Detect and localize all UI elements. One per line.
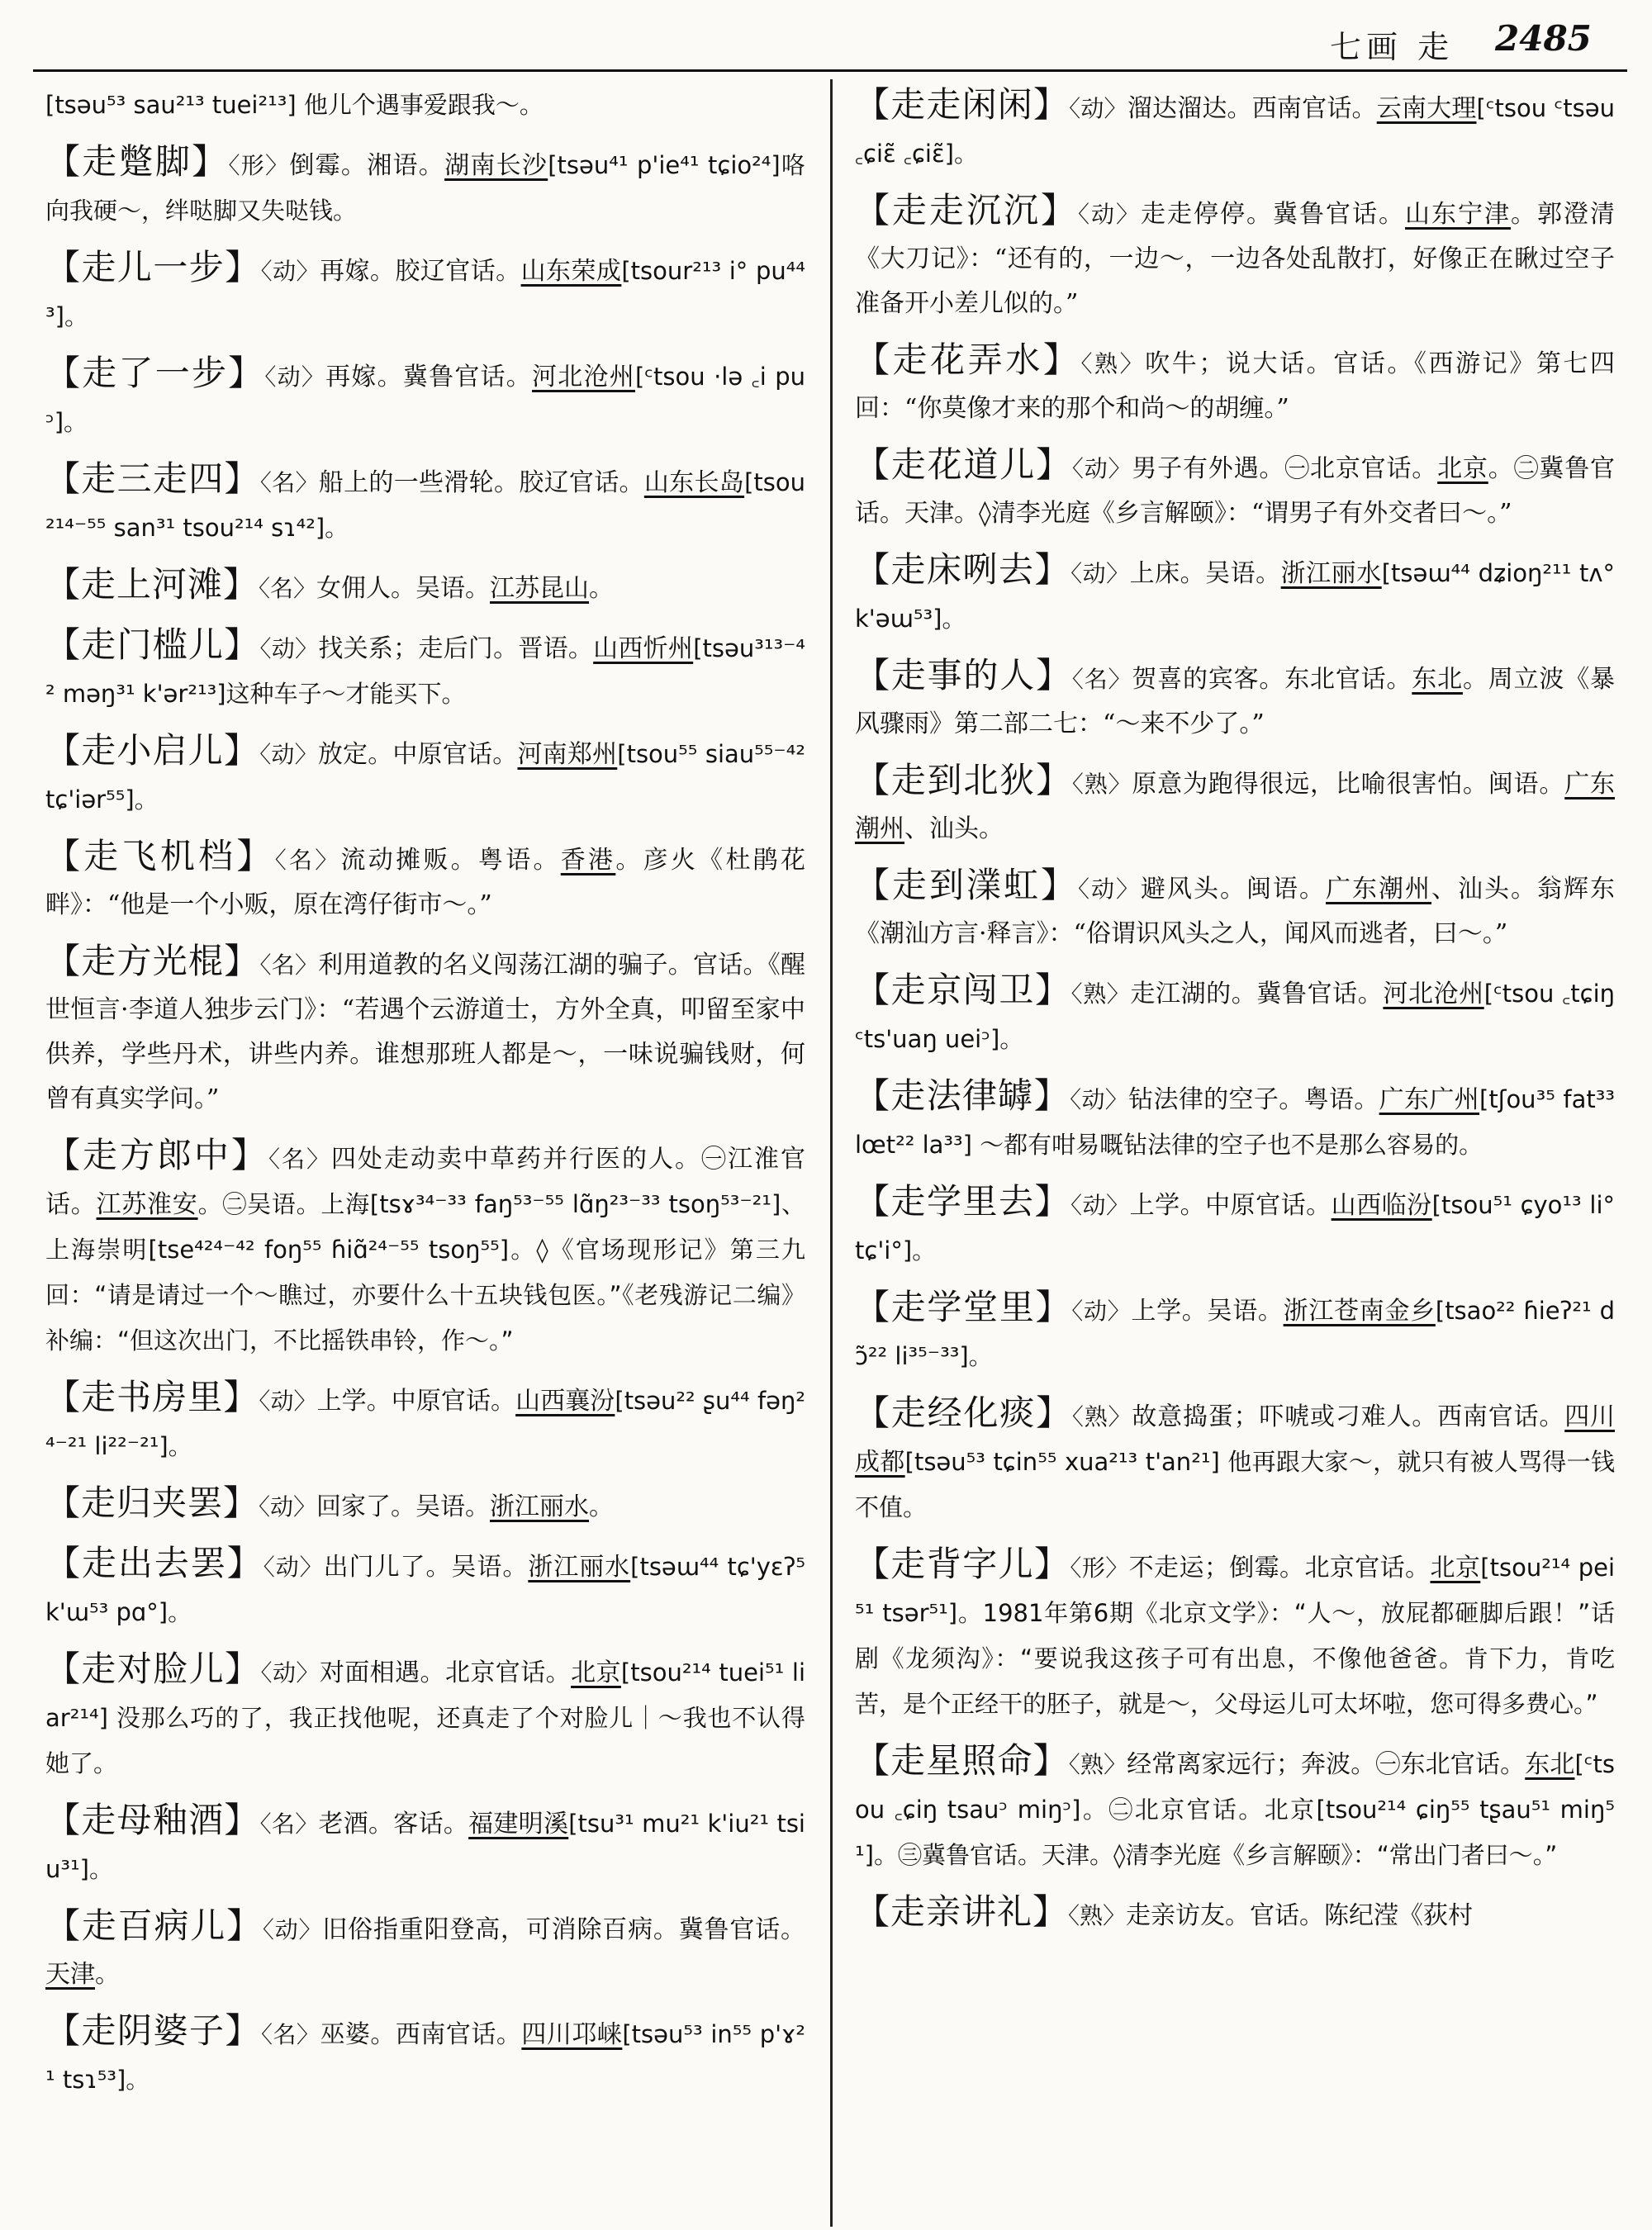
part-of-speech: 〈名〉: [274, 847, 341, 874]
definition: 再嫁。胶辽官话。: [320, 257, 521, 286]
definition: 流动摊贩。粤语。: [340, 846, 561, 875]
definition: 钻法律的空子。粤语。: [1128, 1085, 1379, 1114]
dictionary-entry: [45, 1798, 805, 1892]
entry-rest: 。: [589, 574, 615, 603]
entry-rest: 。郭澄清《大刀记》：“还有的，一边～，一边各处乱散打，好像正在瞅过空子准备开小差儿似的。”: [855, 200, 1615, 318]
place-name: 云南大理: [1376, 94, 1477, 123]
part-of-speech: 〈熟〉: [1070, 980, 1131, 1008]
entry-rest: 、汕头。: [904, 814, 1004, 843]
part-of-speech: 〈形〉: [228, 152, 290, 179]
entry-headword: 【走蹩脚】: [45, 141, 229, 182]
place-name: 河北沧州: [532, 363, 635, 391]
definition: 放定。中原官话。: [317, 740, 518, 769]
dictionary-entry: [855, 968, 1615, 1062]
entry-rest: 。: [589, 1492, 615, 1521]
place-name: 香港: [560, 846, 616, 875]
entry-rest: [tsou²¹⁴ tuei⁵¹ liar²¹⁴] 没那么巧的了，我正找他呢，还真走了个对脸儿｜～我也不认得她了。: [45, 1658, 805, 1777]
entry-headword: 【走京闯卫】: [855, 970, 1071, 1010]
definition: 贺喜的宾客。东北官话。: [1132, 665, 1412, 694]
dictionary-entry: [855, 83, 1615, 177]
entry-rest: 。彦火《杜鹃花畔》：“他是一个小贩，原在湾仔街市～。”: [45, 846, 805, 919]
entry-rest: 。: [95, 1960, 120, 1989]
part-of-speech: 〈动〉: [259, 741, 318, 768]
place-name: 山西忻州: [593, 634, 694, 663]
entry-headword: 【走门槛儿】: [45, 624, 260, 665]
dictionary-entry: [855, 653, 1615, 747]
dictionary-entry: [45, 245, 805, 339]
dictionary-entry: [45, 939, 805, 1122]
dictionary-entry: [855, 443, 1615, 536]
dictionary-entry: [45, 140, 805, 234]
entry-headword: 【走三走四】: [45, 458, 260, 499]
entry-headword: 【走对脸儿】: [45, 1649, 261, 1689]
entry-headword: 【走亲讲礼】: [855, 1891, 1069, 1932]
entry-headword: 【走事的人】: [855, 655, 1072, 695]
page-header: [0, 0, 1652, 73]
entry-rest: [tsu³¹ mu²¹ k'iu²¹ tsiu³¹]。: [45, 1810, 805, 1883]
part-of-speech: 〈熟〉: [1071, 771, 1132, 798]
entry-rest: [tsour²¹³ i° pu⁴⁴³]。: [45, 257, 805, 330]
entry-headword: 【走经化痰】: [855, 1393, 1072, 1433]
entry-rest: [tsəu⁵³ tɕin⁵⁵ xua²¹³ t'an²¹] 他再跟大家～，就只有被人骂得一钱不值。: [855, 1448, 1615, 1521]
entry-rest: [tsəɯ⁴⁴ dʑioŋ²¹¹ tʌ° k'əɯ⁵³]。: [855, 559, 1615, 633]
dictionary-entry: [855, 863, 1615, 956]
part-of-speech: 〈动〉: [1078, 201, 1141, 228]
entry-headword: 【走方光棍】: [45, 941, 260, 981]
part-of-speech: 〈熟〉: [1068, 1751, 1127, 1778]
entry-headword: 【走阴婆子】: [45, 2010, 261, 2051]
dictionary-entry: [855, 188, 1615, 326]
definition: 走走停停。冀鲁官话。: [1141, 200, 1405, 229]
place-name: 东北: [1525, 1750, 1575, 1779]
dictionary-entry: [45, 1375, 805, 1469]
place-name: 浙江丽水: [528, 1553, 631, 1582]
definition: 旧俗指重阳登高，可消除百病。冀鲁官话。: [322, 1915, 805, 1944]
header-rule: [33, 69, 1627, 72]
definition: 巫婆。西南官话。: [320, 2020, 522, 2049]
part-of-speech: 〈动〉: [1069, 95, 1127, 122]
left-column: [45, 83, 805, 2222]
place-name: 江苏淮安: [96, 1190, 198, 1219]
part-of-speech: 〈动〉: [260, 258, 320, 285]
entry-rest: [tsao²² ɦieʔ²¹ dɔ̃²² li³⁵⁻³³]。: [855, 1297, 1615, 1370]
entry-rest: [tsəu⁵³ in⁵⁵ p'ɤ²¹ tsɿ⁵³]。: [45, 2020, 805, 2094]
place-name: 浙江苍南金乡: [1283, 1297, 1436, 1326]
definition: 船上的一些滑轮。胶辽官话。: [318, 468, 644, 497]
definition: 男子有外遇。㊀北京官话。: [1132, 454, 1438, 483]
definition: 出门儿了。吴语。: [323, 1553, 529, 1582]
part-of-speech: 〈名〉: [268, 1146, 331, 1173]
dictionary-entry: [45, 1647, 805, 1786]
entry-headword: 【走到澲虹】: [855, 865, 1078, 905]
entry-rest: 。㊁吴语。上海[tsɤ³⁴⁻³³ faŋ⁵³⁻⁵⁵ lɑ̃ŋ²³⁻³³ tsoŋ⁵³⁻²¹]、上海崇明[tse⁴²⁴⁻⁴² foŋ⁵⁵ ɦiɑ̃²⁴⁻⁵⁵ tsoŋ⁵⁵]。◊《官场现形记》第三九回：“请是请过一个～瞧过，亦要什么十五块钱包医。”《老残游记二编》补编：“但这次出门，不比摇铁串铃，作～。”: [45, 1190, 805, 1355]
entry-headword: 【走法律罅】: [855, 1075, 1070, 1116]
dictionary-entry: [45, 1133, 805, 1364]
place-name: 广东广州: [1379, 1085, 1480, 1114]
place-name: 北京: [571, 1658, 621, 1687]
entry-headword: 【走到北狄】: [855, 760, 1072, 800]
entry-headword: 【走书房里】: [45, 1377, 259, 1417]
dictionary-entry: [855, 1074, 1615, 1168]
entry-rest: [ᶜtsou ꜀ɕiŋ tsauᵓ miŋᵓ]。㊁北京官话。北京[tsou²¹⁴ ɕiŋ⁵⁵ tʂau⁵¹ miŋ⁵¹]。㊂冀鲁官话。天津。◊清李光庭《乡言解颐》：“常出门者曰～。”: [855, 1750, 1615, 1869]
entry-headword: 【走学里去】: [855, 1181, 1071, 1222]
part-of-speech: 〈名〉: [1071, 666, 1132, 693]
entry-headword: 【走小启儿】: [45, 730, 260, 771]
part-of-speech: 〈动〉: [1070, 560, 1130, 587]
entry-continuation: [tsəu⁵³ sau²¹³ tuei²¹³] 他儿个遇事爱跟我～。: [45, 91, 544, 119]
part-of-speech: 〈动〉: [259, 635, 319, 662]
dictionary-entry: [45, 1904, 805, 1997]
definition: 上学。吴语。: [1131, 1297, 1284, 1326]
entry-headword: 【走花道儿】: [855, 444, 1072, 485]
entry-headword: 【走百病儿】: [45, 1905, 263, 1946]
definition: 老酒。客话。: [318, 1810, 469, 1839]
entry-rest: [ᶜtsou ·lə ꜀i puᵓ]。: [45, 363, 805, 436]
part-of-speech: 〈动〉: [259, 1493, 317, 1521]
entry-headword: 【走走沉沉】: [855, 190, 1078, 230]
entry-rest: [tsou⁵⁵ siau⁵⁵⁻⁴² tɕ'iər⁵⁵]。: [45, 740, 805, 814]
place-name: 山西襄汾: [515, 1387, 615, 1416]
definition: 回家了。吴语。: [316, 1492, 491, 1521]
dictionary-entry: [45, 562, 805, 611]
dictionary-entry: [855, 1739, 1615, 1878]
definition: 再嫁。冀鲁官话。: [325, 363, 533, 391]
entry-rest: 。周立波《暴风骤雨》第二部二七：“～来不少了。”: [855, 665, 1615, 738]
definition: 走亲访友。官话。陈纪滢《荻村: [1126, 1901, 1474, 1930]
place-name: 江苏昆山: [490, 574, 590, 603]
dictionary-entry: [45, 834, 805, 928]
place-name: 广东潮州: [855, 770, 1615, 843]
definition: 故意捣蛋；吓唬或刁难人。西南官话。: [1132, 1402, 1565, 1431]
definition: 原意为跑得很远，比喻很害怕。闽语。: [1132, 770, 1565, 799]
place-name: 浙江丽水: [490, 1492, 590, 1521]
place-name: 山东荣成: [520, 257, 622, 286]
definition: 经常离家远行；奔波。㊀东北官话。: [1127, 1750, 1526, 1779]
entry-headword: 【走飞机档】: [45, 836, 275, 876]
part-of-speech: 〈名〉: [259, 1810, 319, 1838]
dictionary-entry: [855, 338, 1615, 431]
entry-rest: [tsəu³¹³⁻⁴² məŋ³¹ k'ər²¹³]这种车子～才能买下。: [45, 634, 805, 708]
entry-headword: 【走母釉酒】: [45, 1800, 260, 1840]
place-name: 广东潮州: [1326, 875, 1431, 904]
definition: 上学。中原官话。: [316, 1387, 516, 1416]
place-name: 北京: [1437, 454, 1488, 483]
definition: 利用道教的名义闯荡江湖的骗子。官话。《醒世恒言·李道人独步云门》：“若遇个云游道士，方外全真，叩留至家中供养，学些丹术，讲些内养。谁想那班人都是～，一味说骗钱财，何曾有真实学问。”: [45, 951, 805, 1113]
entry-headword: 【走方郎中】: [45, 1135, 268, 1175]
part-of-speech: 〈名〉: [259, 469, 319, 496]
place-name: 北京: [1430, 1554, 1481, 1582]
definition: 找关系；走后门。晋语。: [318, 634, 594, 663]
place-name: 河南郑州: [517, 740, 618, 769]
part-of-speech: 〈动〉: [260, 1659, 320, 1687]
place-name: 山西临汾: [1331, 1191, 1432, 1220]
part-of-speech: 〈熟〉: [1071, 1403, 1132, 1431]
column-divider: [830, 79, 833, 2227]
part-of-speech: 〈形〉: [1070, 1554, 1129, 1582]
entry-rest: [tʃou³⁵ fat³³ lœt²² la³³] ～都有咁易嘅钻法律的空子也不是那么容易的。: [855, 1085, 1615, 1159]
part-of-speech: 〈动〉: [1071, 455, 1132, 482]
entry-headword: 【走上河滩】: [45, 564, 259, 605]
place-name: 湖南长沙: [444, 151, 548, 180]
entry-rest: [ᶜtsou ꜀tɕiŋ ᶜts'uaŋ ueiᵓ]。: [855, 980, 1615, 1053]
part-of-speech: 〈动〉: [259, 1388, 317, 1415]
entry-rest: [tsəu²² ʂu⁴⁴ fəŋ²⁴⁻²¹ li²²⁻²¹]。: [45, 1387, 805, 1460]
dictionary-entry: [855, 1285, 1615, 1379]
place-name: 天津: [45, 1960, 95, 1989]
dictionary-entry: [45, 2009, 805, 2103]
entry-rest: [tsou⁵¹ ɕyo¹³ li° tɕ'i°]。: [855, 1191, 1615, 1264]
dictionary-entry: [45, 457, 805, 551]
part-of-speech: 〈动〉: [1071, 1298, 1132, 1325]
definition: 吹牛；说大话。官话。《西游记》第七四回：“你莫像才来的那个和尚～的胡缠。”: [855, 349, 1615, 423]
definition: 不走运；倒霉。北京官话。: [1128, 1554, 1431, 1582]
place-name: 四川成都: [855, 1402, 1615, 1477]
part-of-speech: 〈名〉: [259, 951, 319, 979]
entry-rest: [tsou²¹⁴ pei⁵¹ tsər⁵¹]。1981年第6期《北京文学》：“人～，放屁都砸脚后跟！”话剧《龙须沟》：“要说我这孩子可有出息，不像他爸爸。肯下力，肯吃苦，是个正经干的胚子，就是～，父母运儿可太坏啦，您可得多费心。”: [855, 1554, 1615, 1718]
part-of-speech: 〈动〉: [1070, 1192, 1130, 1219]
entry-rest: [tsəu⁴¹ p'ie⁴¹ tɕio²⁴]咯向我硬～，绊哒脚又失哒钱。: [45, 151, 805, 225]
place-name: 四川邛崃: [521, 2020, 623, 2049]
dictionary-entry: [855, 1542, 1615, 1727]
definition: 对面相遇。北京官话。: [319, 1658, 572, 1687]
place-name: 福建明溪: [468, 1810, 569, 1839]
definition: 上学。中原官话。: [1129, 1191, 1332, 1220]
entry-headword: 【走背字儿】: [855, 1544, 1070, 1584]
entry-headword: 【走归夹罢】: [45, 1483, 259, 1523]
entry-headword: 【走儿一步】: [45, 247, 261, 287]
part-of-speech: 〈动〉: [264, 363, 326, 391]
dictionary-entry: [45, 728, 805, 823]
entry-rest: 、汕头。翁辉东《潮汕方言·释言》：“俗谓识风头之人，闻风而逃者，曰～。”: [855, 875, 1615, 948]
entry-rest: 。㊁冀鲁官话。天津。◊清李光庭《乡言解颐》：“谓男子有外交者曰～。”: [855, 454, 1615, 528]
page-number: 2485: [1495, 18, 1592, 59]
dictionary-entry: [855, 1391, 1615, 1530]
entry-rest: [ᶜtsou ᶜtsəu ꜀ɕiɛ̃ ꜀ɕiɛ̃]。: [855, 94, 1615, 168]
part-of-speech: 〈动〉: [263, 1554, 324, 1581]
part-of-speech: 〈熟〉: [1068, 1902, 1127, 1929]
entry-headword: 【走学堂里】: [855, 1287, 1072, 1327]
definition: 走江湖的。冀鲁官话。: [1130, 980, 1384, 1008]
right-column: [855, 83, 1615, 2222]
entry-headword: 【走星照命】: [855, 1740, 1069, 1781]
entry-headword: 【走出去罢】: [45, 1543, 263, 1583]
part-of-speech: 〈动〉: [1070, 1086, 1129, 1113]
part-of-speech: 〈熟〉: [1080, 350, 1146, 377]
dictionary-entry: [45, 1541, 805, 1635]
section-title: 七画 走: [1330, 29, 1455, 65]
part-of-speech: 〈名〉: [260, 2021, 320, 2048]
place-name: 山东宁津: [1405, 200, 1511, 229]
place-name: 东北: [1412, 665, 1463, 694]
part-of-speech: 〈动〉: [262, 1916, 323, 1943]
place-name: 河北沧州: [1383, 980, 1484, 1008]
dictionary-entry: [45, 1481, 805, 1530]
dictionary-entry: [855, 1179, 1615, 1274]
dictionary-entry: [45, 623, 805, 717]
dictionary-entry: [45, 351, 805, 445]
entry-headword: 【走床咧去】: [855, 549, 1071, 590]
definition: 四处走动卖中草药并行医的人。㊀江淮官话。: [45, 1145, 805, 1219]
definition: 溜达溜达。西南官话。: [1127, 94, 1377, 123]
part-of-speech: 〈名〉: [259, 575, 317, 602]
place-name: 浙江丽水: [1280, 559, 1382, 588]
definition: 女佣人。吴语。: [316, 574, 491, 603]
entry-headword: 【走走闲闲】: [855, 84, 1070, 125]
entry-rest: [tsou²¹⁴⁻⁵⁵ san³¹ tsou²¹⁴ sɿ⁴²]。: [45, 468, 805, 542]
entry-headword: 【走花弄水】: [855, 339, 1081, 380]
entry-headword: 【走了一步】: [45, 353, 265, 393]
part-of-speech: 〈动〉: [1078, 875, 1141, 903]
dictionary-entry: [855, 548, 1615, 642]
definition: 倒霉。湘语。: [289, 151, 445, 180]
entry-rest: [tsəɯ⁴⁴ tɕ'yɛʔ⁵ k'ɯ⁵³ pɑ°]。: [45, 1553, 805, 1626]
dictionary-entry: [855, 758, 1615, 852]
definition: 上床。吴语。: [1129, 559, 1281, 588]
place-name: 山东长岛: [643, 468, 745, 497]
definition: 避风头。闽语。: [1141, 875, 1326, 904]
dictionary-entry: [855, 1890, 1615, 1938]
